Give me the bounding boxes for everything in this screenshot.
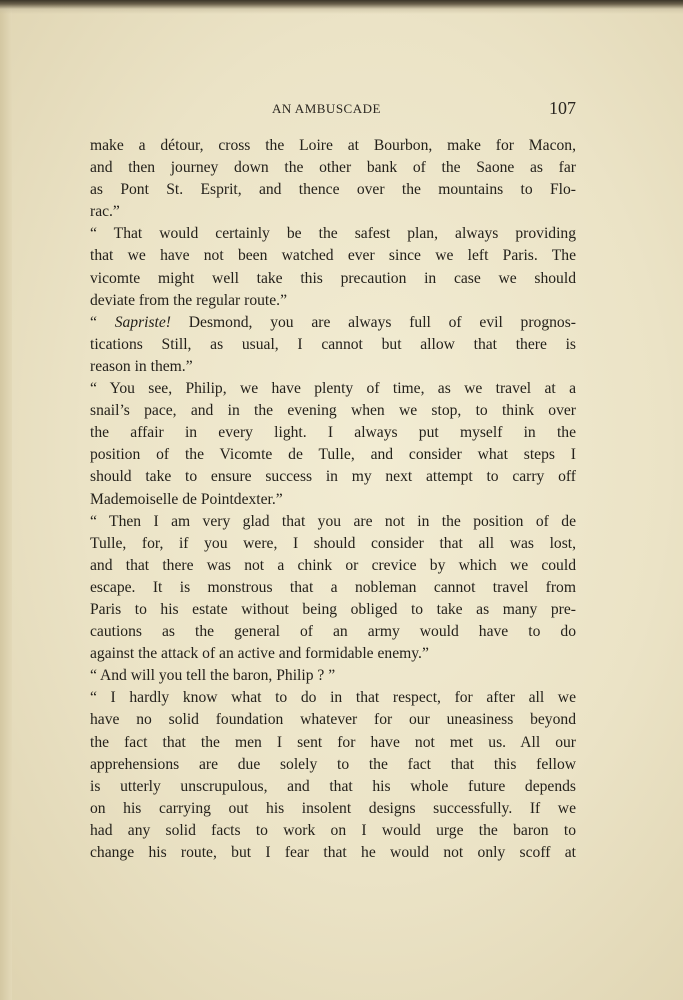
page-header xyxy=(90,99,576,121)
text-line: reason in them.” xyxy=(90,357,193,375)
text-line: snail’s pace, and in the evening when we stop, to think over xyxy=(90,402,576,420)
text-line: escape. It is monstrous that a nobleman cannot travel from xyxy=(90,578,576,596)
text-line: against the attack of an active and formidable enemy.” xyxy=(90,645,429,663)
text-line: the affair in every light. I always put myself in the xyxy=(90,424,576,442)
text-line: Tulle, for, if you were, I should consider that all was lost, xyxy=(90,534,576,552)
text-line: have no solid foundation whatever for our uneasiness beyond xyxy=(90,711,576,729)
text-line: had any solid facts to work on I would urge the baron to xyxy=(90,821,576,839)
text-line: deviate from the regular route.” xyxy=(90,291,287,309)
text-line: that we have not been watched ever since we left Paris. The xyxy=(90,247,576,265)
text-line: the fact that the men I sent for have not met us. All our xyxy=(90,733,576,751)
text-line: vicomte might well take this precaution in case we should xyxy=(90,269,576,287)
text-line: change his route, but I fear that he would not only scoff at xyxy=(90,844,576,861)
running-head: AN AMBUSCADE xyxy=(272,101,381,116)
text-line: “ And will you tell the baron, Philip ? ” xyxy=(90,667,336,685)
text-line: as Pont St. Esprit, and thence over the mountains to Flo- xyxy=(90,181,576,199)
text-line: apprehensions are due solely to the fact that this fellow xyxy=(90,755,576,773)
text-line: on his carrying out his insolent designs successfully. If we xyxy=(90,799,576,817)
text-line: position of the Vicomte de Tulle, and consider what steps I xyxy=(90,446,576,464)
text-line: “ Then I am very glad that you are not in the position of de xyxy=(90,512,576,530)
italic-word: Sapriste! xyxy=(114,313,171,331)
page-number: 107 xyxy=(549,98,576,118)
text-line-quote: “ xyxy=(90,313,115,331)
text-line-rest: Desmond, you are always full of evil prognos- xyxy=(171,313,576,331)
body-text xyxy=(90,135,576,864)
text-line: rac.” xyxy=(90,203,120,221)
text-line: “ That would certainly be the safest plan, always providing xyxy=(90,225,576,243)
text-line xyxy=(90,312,576,334)
text-line: and that there was not a chink or crevice by which we could xyxy=(90,556,576,574)
text-line: is utterly unscrupulous, and that his whole future depends xyxy=(90,777,576,795)
text-line: Paris to his estate without being obliged to take as many pre- xyxy=(90,600,576,618)
text-line: cautions as the general of an army would have to do xyxy=(90,623,576,641)
text-line: tications Still, as usual, I cannot but allow that there is xyxy=(90,335,576,353)
text-line: “ I hardly know what to do in that respect, for after all we xyxy=(90,689,576,707)
page-top-shadow xyxy=(0,0,683,14)
text-line: Mademoiselle de Pointdexter.” xyxy=(90,490,283,508)
text-line: and then journey down the other bank of the Saone as far xyxy=(90,159,576,177)
text-line: “ You see, Philip, we have plenty of time, as we travel at a xyxy=(90,380,576,398)
page-left-edge xyxy=(0,0,12,1000)
text-line: make a détour, cross the Loire at Bourbon, make for Macon, xyxy=(90,137,576,154)
text-line: should take to ensure success in my next attempt to carry off xyxy=(90,468,576,486)
